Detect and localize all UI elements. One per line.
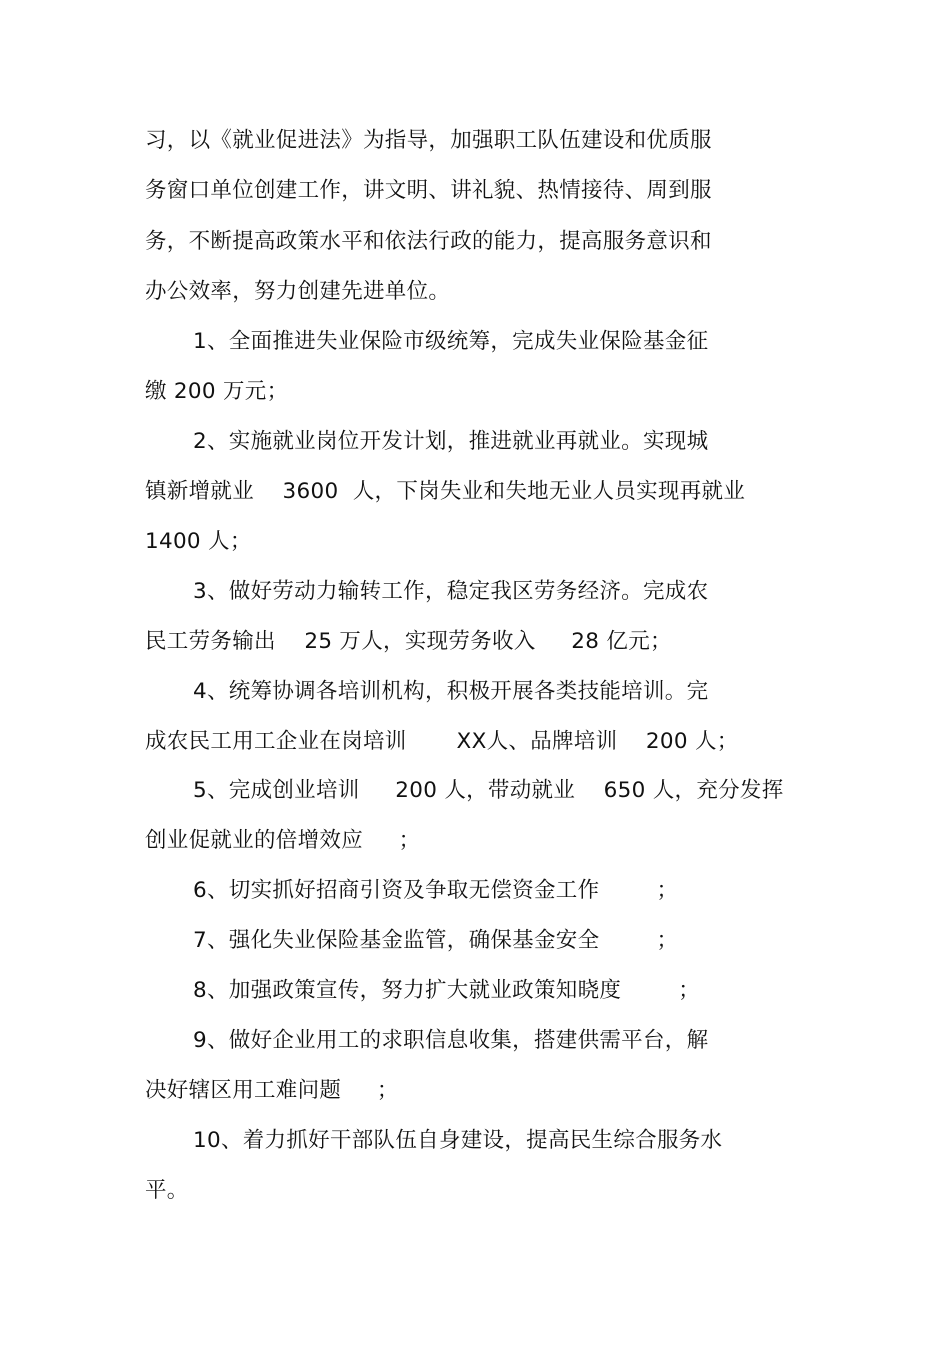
item-5-line-1: 5、完成创业培训 200 人，带动就业 650 人，充分发挥 [193, 778, 784, 803]
item-10-line-1: 10、着力抓好干部队伍自身建设，提高民生综合服务水 [193, 1128, 723, 1153]
item-2-line-1: 2、实施就业岗位开发计划，推进就业再就业。实现城 [193, 429, 709, 454]
intro-line-4: 办公效率，努力创建先进单位。 [145, 279, 451, 304]
item-9-line-1: 9、做好企业用工的求职信息收集，搭建供需平台，解 [193, 1028, 709, 1053]
item-4-line-2: 成农民工用工企业在岗培训 XX人、品牌培训 200 人； [145, 729, 739, 754]
intro-line-1: 习，以《就业促进法》为指导，加强职工队伍建设和优质服 [145, 128, 712, 153]
item-3-line-2: 民工劳务输出 25 万人，实现劳务收入 28 亿元； [145, 629, 672, 654]
item-1-line-2: 缴 200 万元； [145, 379, 289, 404]
item-10-line-2: 平。 [145, 1178, 189, 1203]
item-2-line-2: 镇新增就业 3600 人，下岗失业和失地无业人员实现再就业 [145, 479, 746, 504]
item-6-line-1: 6、切实抓好招商引资及争取无偿资金工作 ； [193, 878, 679, 903]
item-4-line-1: 4、统筹协调各培训机构，积极开展各类技能培训。完 [193, 679, 709, 704]
item-8-line-1: 8、加强政策宣传，努力扩大就业政策知晓度 ； [193, 978, 701, 1003]
intro-line-2: 务窗口单位创建工作，讲文明、讲礼貌、热情接待、周到服 [145, 178, 712, 203]
item-1-line-1: 1、全面推进失业保险市级统筹，完成失业保险基金征 [193, 329, 709, 354]
intro-line-3: 务，不断提高政策水平和依法行政的能力，提高服务意识和 [145, 229, 712, 254]
item-3-line-1: 3、做好劳动力输转工作，稳定我区劳务经济。完成农 [193, 579, 709, 604]
item-5-line-2: 创业促就业的倍增效应 ； [145, 828, 421, 853]
item-7-line-1: 7、强化失业保险基金监管，确保基金安全 ； [193, 928, 679, 953]
item-2-line-3: 1400 人； [145, 529, 252, 554]
item-9-line-2: 决好辖区用工难问题 ； [145, 1078, 399, 1103]
